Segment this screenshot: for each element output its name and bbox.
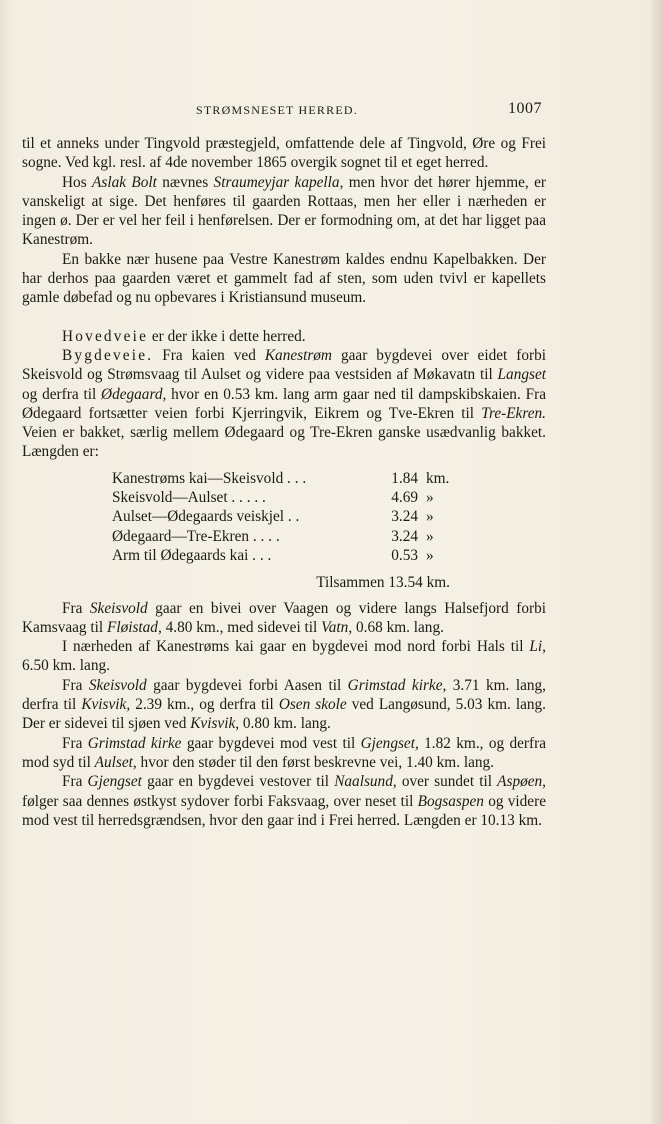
text-run: Fra <box>62 773 88 791</box>
distance-row <box>112 469 466 488</box>
distance-value: 0.53 <box>391 546 418 564</box>
text-run: Hos <box>62 173 93 191</box>
text-run: hvor en 0.53 km. lang arm gaar ned til dampskibskaien. Fra Ødegaard fortsætter veien forbi Kjerringvik, Eikrem og Tve-Ekren til <box>22 385 546 422</box>
running-title: STRØMSNESET HERRED. <box>196 103 358 117</box>
text-run: , men hvor det hører hjemme, er vanskeligt at sige. Det henføres til gaarden Rottaas, men her eller i nærheden er ingen ø. Der er vel her feil i henførelsen. Der er formodning om, at det har ligget paa Kanestrøm. <box>22 173 546 249</box>
italic-run: Bogsaspen <box>417 792 484 810</box>
italic-run: Grimstad kirke, <box>347 676 447 694</box>
paragraph <box>22 250 546 308</box>
text-run: En bakke nær husene paa Vestre Kanestrøm kaldes endnu Kapelbakken. Der har derhos paa gaarden været et gammelt fad af sten, som uden tvivl er kapellets gamle døbefad og nu opbevares i Kristiansund museum. <box>22 250 546 307</box>
route-name: Kanestrøms kai—Skeisvold . . . <box>112 469 307 487</box>
italic-run: Naalsund, <box>334 773 397 791</box>
distance-value: 3.24 <box>391 508 418 526</box>
text-run: Fra <box>62 599 90 617</box>
italic-run: Vatn, <box>321 618 353 636</box>
italic-run: Skeisvold <box>89 599 148 617</box>
text-run: I nærheden af Kanestrøms kai gaar en bygdevei mod nord forbi Hals til <box>62 638 530 656</box>
italic-run: Osen skole <box>278 696 347 714</box>
running-header <box>0 100 663 120</box>
distance-unit: » <box>426 508 434 526</box>
text-run: gaar bygdevei forbi Aasen til <box>146 676 348 694</box>
text-run: nævnes <box>156 173 214 191</box>
distance-row <box>112 488 466 507</box>
distance-row <box>112 507 466 526</box>
italic-run: Aulset, <box>94 753 137 771</box>
paragraph <box>22 134 546 173</box>
text-run: gaar en bivei over Vaagen og videre langs Halsefjord forbi Kamsvaag til <box>22 599 546 636</box>
text-run: gaar bygdevei mod vest til <box>181 734 361 752</box>
text-run: 4.80 km., med sidevei til <box>161 618 322 636</box>
paragraph <box>22 173 546 250</box>
spaced-run: Bygdeveie. <box>62 346 154 364</box>
history-section <box>22 134 546 308</box>
byroads-section <box>22 599 546 831</box>
route-name: Aulset—Ødegaards veiskjel . . <box>112 508 300 526</box>
distance-row <box>112 546 466 565</box>
italic-run: Gjengset, <box>360 734 419 752</box>
distance-value: 1.84 <box>391 469 418 487</box>
italic-run: Gjengset <box>87 773 142 791</box>
text-run: gaar en bygdevei vestover til <box>141 773 335 791</box>
paragraph <box>22 327 546 346</box>
roads-section <box>22 327 546 462</box>
route-name: Ødegaard—Tre-Ekren . . . . <box>112 527 280 545</box>
italic-run: Aspøen, <box>497 773 546 791</box>
section-gap <box>22 308 546 327</box>
italic-run: Ødegaard, <box>101 385 167 403</box>
paragraph <box>22 772 546 830</box>
text-run: ved Langøsund, 5.03 km. lang. Der er sidevei til sjøen ved <box>22 696 546 733</box>
total-unit: km. <box>426 574 450 592</box>
total-label: Tilsammen <box>316 574 385 592</box>
distance-row <box>112 527 466 546</box>
distance-table <box>112 469 466 565</box>
italic-run: Langset <box>497 366 546 384</box>
italic-run: Li, <box>529 638 546 656</box>
text-run: hvor den støder til den først beskrevne vei, 1.40 km. lang. <box>136 753 495 771</box>
text-run: og derfra til <box>22 385 102 403</box>
paragraph <box>22 734 546 773</box>
text-run: følger saa dennes østkyst sydover forbi Faksvaag, over neset til <box>22 792 418 810</box>
italic-run: Fløistad, <box>106 618 162 636</box>
italic-run: Tre-Ekren. <box>481 404 546 422</box>
italic-run: Skeisvold <box>88 676 147 694</box>
text-run: 0.80 km. lang. <box>239 715 331 733</box>
route-name: Arm til Ødegaards kai . . . <box>112 546 272 564</box>
italic-run: Kvisvik, <box>190 715 240 733</box>
text-run: er der ikke i dette herred. <box>148 327 306 345</box>
page-number: 1007 <box>508 100 542 117</box>
total-row <box>22 573 546 592</box>
italic-run: Kanestrøm <box>264 346 332 364</box>
text-run: 2.39 km., og derfra til <box>130 696 279 714</box>
paragraph <box>22 637 546 676</box>
italic-run: Aslak Bolt <box>92 173 157 191</box>
page-body <box>22 134 546 830</box>
text-run: Veien er bakket, særlig mellem Ødegaard og Tre-Ekren ganske usædvanlig bakket. Længden er: <box>22 424 546 461</box>
paragraph <box>22 599 546 638</box>
text-run: Fra <box>62 734 88 752</box>
text-run: til et anneks under Tingvold præstegjeld, omfattende dele af Tingvold, Øre og Frei sogne. Ved kgl. resl. af 4de november 1865 overgik sognet til et eget herred. <box>22 135 546 172</box>
paragraph <box>22 676 546 734</box>
distance-value: 4.69 <box>391 489 418 507</box>
paragraph <box>22 346 546 462</box>
distance-unit: km. <box>426 469 450 487</box>
text-run: over sundet til <box>396 773 498 791</box>
total-value: 13.54 <box>388 574 423 592</box>
text-run: gaar bygdevei over eidet forbi Skeisvold og Strømsvaag til Aulset og videre paa vestsiden af Møkavatn til <box>22 346 546 384</box>
text-run: Fra kaien ved <box>153 346 265 364</box>
spaced-run: Hovedveie <box>62 327 149 345</box>
text-run: 3.71 km. lang, derfra til <box>22 676 546 714</box>
italic-run: Kvisvik, <box>81 696 131 714</box>
text-run: 6.50 km. lang. <box>22 657 110 675</box>
text-run: og videre mod vest til herredsgrændsen, hvor den gaar ind i Frei herred. Længden er 10.13 km. <box>22 792 546 829</box>
text-run: 1.82 km., og derfra mod syd til <box>22 734 546 771</box>
distance-unit: » <box>426 489 434 507</box>
distance-value: 3.24 <box>391 527 418 545</box>
distance-unit: » <box>426 546 434 564</box>
text-run: Fra <box>62 676 89 694</box>
text-run: 0.68 km. lang. <box>352 618 444 636</box>
distance-unit: » <box>426 527 434 545</box>
italic-run: Grimstad kirke <box>87 734 182 752</box>
route-name: Skeisvold—Aulset . . . . . <box>112 489 266 507</box>
italic-run: Straumeyjar kapella <box>213 173 340 191</box>
page-edge <box>651 0 663 1124</box>
